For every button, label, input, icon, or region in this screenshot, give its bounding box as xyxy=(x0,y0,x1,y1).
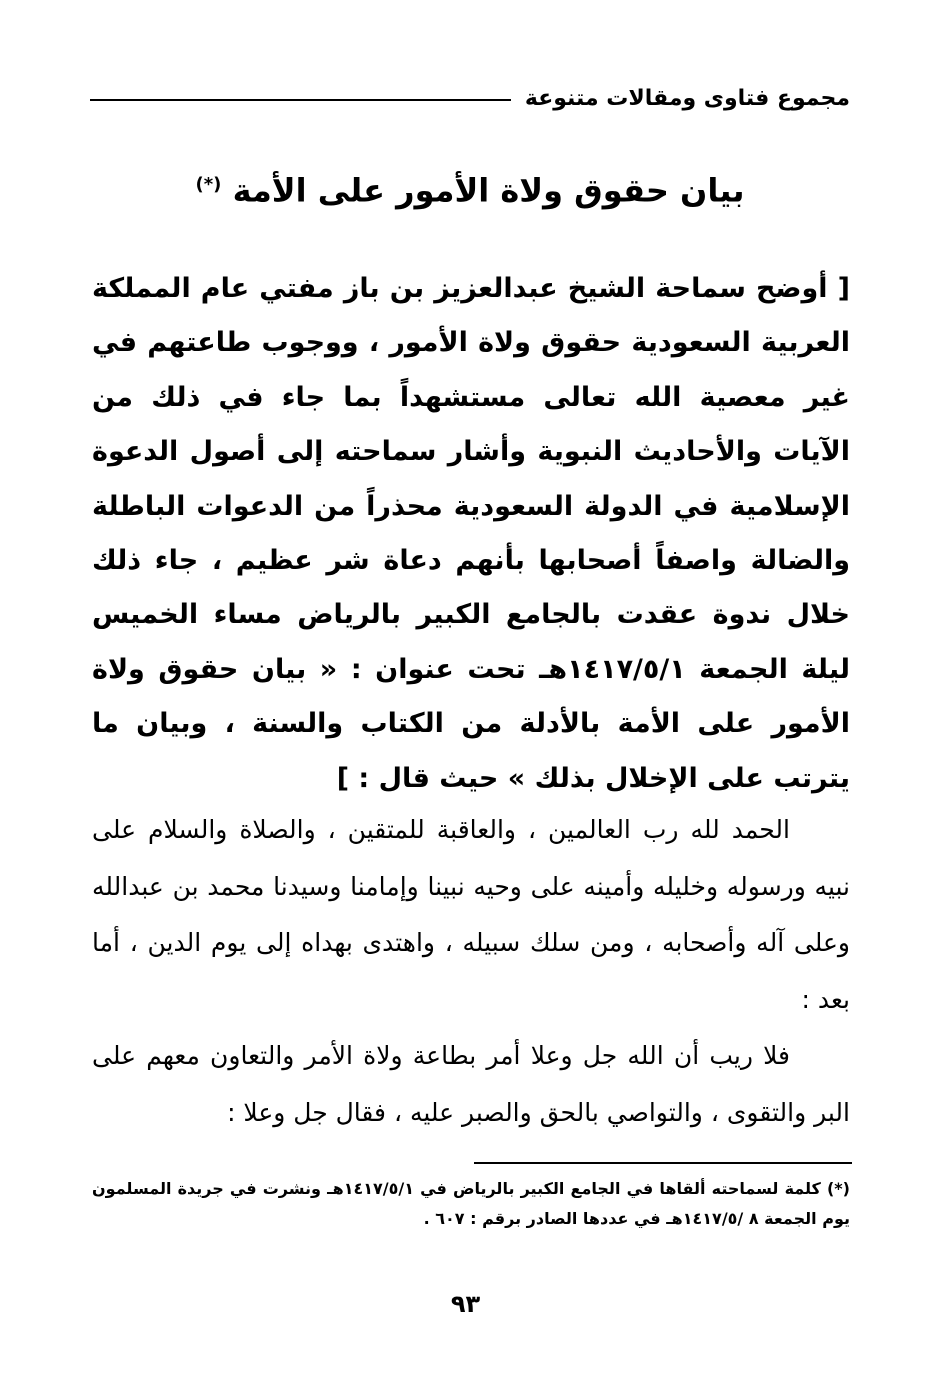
intro-paragraph: [ أوضح سماحة الشيخ عبدالعزيز بن باز مفتي عام المملكة العربية السعودية حقوق ولاة الأمور ، ووجوب طاعتهم في غير معصية الله تعالى مستشهداً بما جاء في ذلك من الآيات والأحاديث النبوية وأشار سماحته إلى أصول الدعوة الإسلامية في الدولة السعودية محذراً من الدعوات الباطلة والضالة واصفاً أصحابها بأنهم دعاة شر عظيم ، جاء ذلك خلال ندوة عقدت بالجامع الكبير بالرياض مساء الخميس ليلة الجمعة ١٤١٧/٥/١هـ تحت عنوان : « بيان حقوق ولاة الأمور على الأمة بالأدلة من الكتاب والسنة ، وبيان ما يترتب على الإخلال بذلك » حيث قال : ] xyxy=(92,273,850,794)
page-number: ٩٣ xyxy=(450,1290,481,1318)
header-rule xyxy=(90,99,511,101)
footnote-marker: (*) xyxy=(195,174,222,195)
running-header xyxy=(90,78,850,118)
article-title-block xyxy=(90,150,850,226)
footnote: (*) كلمة لسماحته ألقاها في الجامع الكبير بالرياض في ١٤١٧/٥/١هـ ونشرت في جريدة المسلمون يوم الجمعة ٨ /١٤١٧/٥هـ في عددها الصادر برقم : ٦٠٧ . xyxy=(92,1179,850,1228)
book-title: مجموع فتاوى ومقالات متنوعة xyxy=(524,85,850,111)
footnote-rule xyxy=(474,1162,852,1164)
article-title: بيان حقوق ولاة الأمور على الأمة xyxy=(232,171,745,210)
body-text xyxy=(92,802,850,1141)
body-paragraph-2: فلا ريب أن الله جل وعلا أمر بطاعة ولاة الأمر والتعاون معهم على البر والتقوى ، والتواصي بالحق والصبر عليه ، فقال جل وعلا : xyxy=(92,1041,850,1127)
body-paragraph-1: الحمد لله رب العالمين ، والعاقبة للمتقين ، والصلاة والسلام على نبيه ورسوله وخليله وأمينه على وحيه نبينا وإمامنا وسيدنا محمد بن عبدالله وعلى آله وأصحابه ، ومن سلك سبيله ، واهتدى بهداه إلى يوم الدين ، أما بعد : xyxy=(92,815,850,1014)
